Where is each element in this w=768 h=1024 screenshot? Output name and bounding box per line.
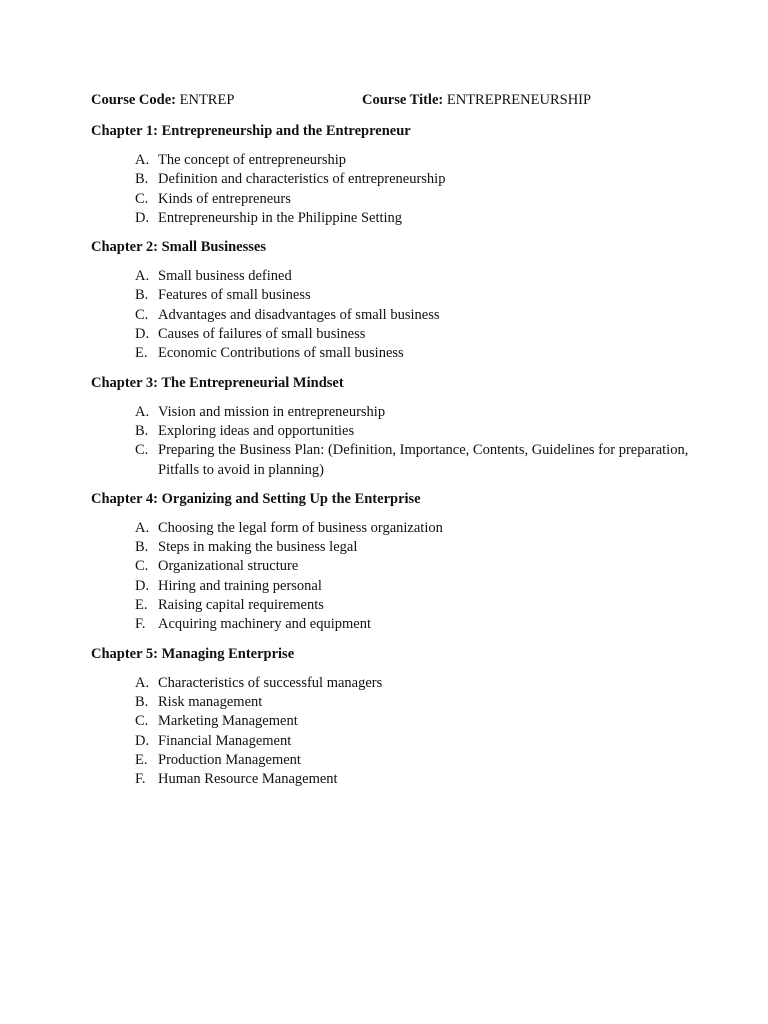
- item-letter: B.: [135, 287, 149, 304]
- chapter-section: [91, 645, 691, 790]
- chapter-section: [91, 238, 691, 363]
- list-item: [91, 441, 691, 480]
- list-item: [91, 674, 691, 693]
- list-item: [91, 596, 691, 615]
- item-letter: E.: [135, 345, 148, 362]
- item-letter: C.: [135, 442, 149, 459]
- list-item: [91, 770, 691, 789]
- item-letter: A.: [135, 152, 150, 168]
- item-letter: A.: [135, 519, 150, 536]
- chapter-heading: Chapter 2: Small Businesses: [91, 239, 266, 256]
- item-letter: C.: [135, 713, 149, 730]
- list-item: [91, 538, 691, 557]
- item-text: Financial Management: [158, 732, 292, 749]
- item-text: Entrepreneurship in the Philippine Setting: [158, 209, 403, 226]
- list-item: [91, 615, 691, 634]
- topic-list: [91, 403, 691, 480]
- course-title-value: ENTREPRENEURSHIP: [446, 92, 592, 108]
- item-text: Risk management: [158, 693, 263, 710]
- item-text: Exploring ideas and opportunities: [158, 422, 355, 439]
- list-item: [91, 170, 691, 189]
- item-text: Raising capital requirements: [158, 597, 324, 614]
- list-item: [91, 325, 691, 344]
- list-item: [91, 693, 691, 712]
- item-letter: A.: [135, 268, 150, 285]
- item-text: Steps in making the business legal: [158, 539, 358, 556]
- chapter-list: [91, 122, 691, 799]
- item-letter: D.: [135, 209, 150, 226]
- item-letter: A.: [135, 403, 150, 420]
- item-text: Organizational structure: [158, 558, 299, 575]
- topic-list: [91, 151, 691, 228]
- item-letter: A.: [135, 674, 150, 691]
- item-letter: B.: [135, 693, 149, 710]
- list-item: [91, 557, 691, 576]
- item-letter: E.: [135, 751, 148, 768]
- topic-list: [91, 519, 691, 635]
- item-letter: C.: [135, 558, 149, 575]
- list-item: [91, 267, 691, 286]
- item-text: Choosing the legal form of business organization: [158, 519, 443, 536]
- course-header: [91, 92, 691, 112]
- list-item: [91, 344, 691, 363]
- chapter-section: [91, 374, 691, 480]
- chapter-section: [91, 490, 691, 635]
- chapter-section: [91, 122, 691, 228]
- item-letter: C.: [135, 190, 149, 207]
- item-text: Kinds of entrepreneurs: [158, 190, 291, 207]
- item-letter: D.: [135, 577, 150, 594]
- item-text: Economic Contributions of small business: [158, 345, 404, 362]
- list-item: [91, 286, 691, 305]
- course-code-value: ENTREP: [179, 92, 235, 108]
- list-item: [91, 306, 691, 325]
- topic-list: [91, 674, 691, 790]
- list-item: [91, 712, 691, 731]
- item-text: Preparing the Business Plan: (Definition, Importance, Contents, Guidelines for preparation, Pitfalls to avoid in planning): [158, 442, 689, 478]
- course-code: [91, 92, 234, 109]
- item-text: Marketing Management: [158, 713, 298, 730]
- item-text: Hiring and training personal: [158, 577, 322, 594]
- item-text: Small business defined: [158, 268, 292, 285]
- item-text: Advantages and disadvantages of small business: [158, 306, 440, 323]
- item-text: Acquiring machinery and equipment: [158, 616, 372, 633]
- list-item: [91, 751, 691, 770]
- item-text: Vision and mission in entrepreneurship: [158, 403, 386, 420]
- item-text: Production Management: [158, 751, 301, 768]
- item-text: Features of small business: [158, 287, 311, 304]
- chapter-heading: Chapter 4: Organizing and Setting Up the Enterprise: [91, 490, 421, 507]
- item-letter: C.: [135, 306, 149, 323]
- chapter-heading: Chapter 1: Entrepreneurship and the Entrepreneur: [91, 123, 411, 139]
- item-text: Definition and characteristics of entrepreneurship: [158, 171, 446, 188]
- list-item: [91, 422, 691, 441]
- item-letter: E.: [135, 597, 148, 614]
- list-item: [91, 190, 691, 209]
- list-item: [91, 732, 691, 751]
- list-item: [91, 151, 691, 170]
- chapter-heading: Chapter 5: Managing Enterprise: [91, 645, 295, 662]
- item-letter: D.: [135, 326, 150, 343]
- item-letter: B.: [135, 539, 149, 556]
- course-title: [362, 92, 591, 109]
- item-text: Causes of failures of small business: [158, 326, 366, 343]
- item-letter: B.: [135, 171, 149, 188]
- item-letter: F.: [135, 771, 146, 788]
- item-letter: F.: [135, 616, 146, 633]
- item-text: Human Resource Management: [158, 771, 338, 788]
- item-letter: D.: [135, 732, 150, 749]
- item-text: The concept of entrepreneurship: [158, 152, 347, 168]
- chapter-heading: Chapter 3: The Entrepreneurial Mindset: [91, 374, 344, 391]
- item-letter: B.: [135, 422, 149, 439]
- list-item: [91, 403, 691, 422]
- list-item: [91, 209, 691, 228]
- course-title-label: Course Title:: [362, 92, 444, 108]
- list-item: [91, 519, 691, 538]
- list-item: [91, 577, 691, 596]
- course-code-label: Course Code:: [91, 92, 176, 108]
- topic-list: [91, 267, 691, 363]
- item-text: Characteristics of successful managers: [158, 674, 383, 691]
